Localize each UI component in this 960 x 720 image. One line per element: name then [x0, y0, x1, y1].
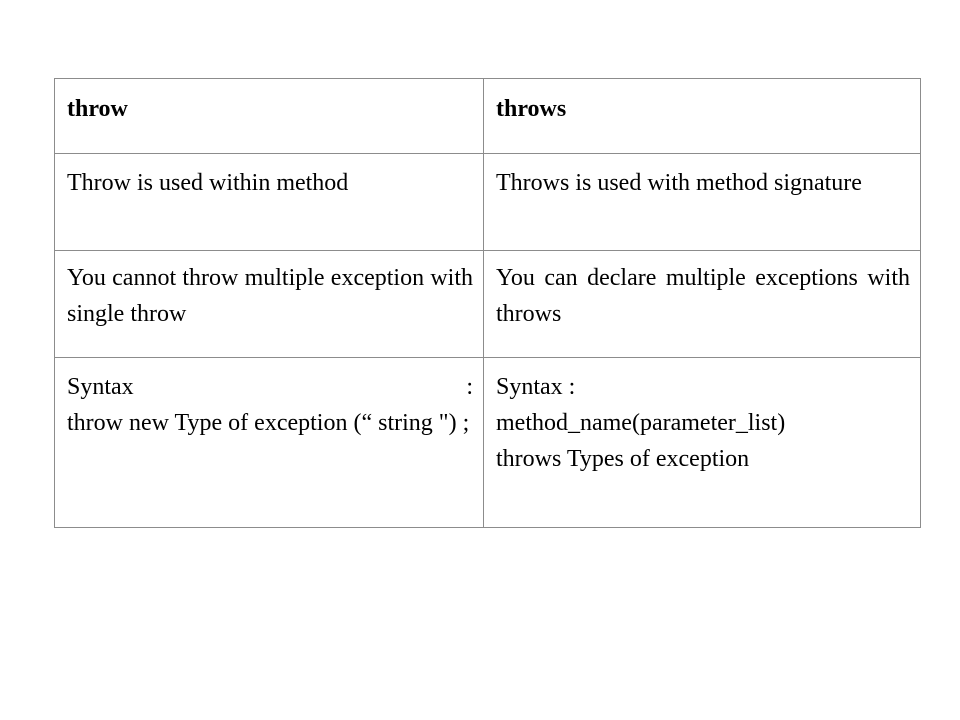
header-row	[55, 79, 921, 154]
table-row	[55, 358, 921, 528]
header-throws: throws	[484, 79, 921, 154]
cell-throws-multiple: You can declare multiple exceptions with throws	[484, 251, 921, 358]
table-row	[55, 251, 921, 358]
throw-syntax-code: throw new Type of exception (“ string ") ;	[67, 410, 470, 436]
table-row	[55, 154, 921, 251]
cell-throws-usage: Throws is used with method signature	[484, 154, 921, 251]
throw-vs-throws-table	[54, 78, 921, 528]
throws-syntax-code-line2: throws Types of exception	[496, 446, 750, 472]
throws-syntax-code-line1: method_name(parameter_list)	[496, 410, 786, 436]
cell-throw-usage: Throw is used within method	[55, 154, 484, 251]
throws-syntax-label: Syntax :	[496, 374, 576, 400]
header-throw: throw	[55, 79, 484, 154]
cell-throws-syntax	[484, 358, 921, 528]
cell-throw-syntax	[55, 358, 484, 528]
throw-syntax-label: Syntax :	[67, 374, 473, 400]
cell-throw-multiple: You cannot throw multiple exception with single throw	[55, 251, 484, 358]
